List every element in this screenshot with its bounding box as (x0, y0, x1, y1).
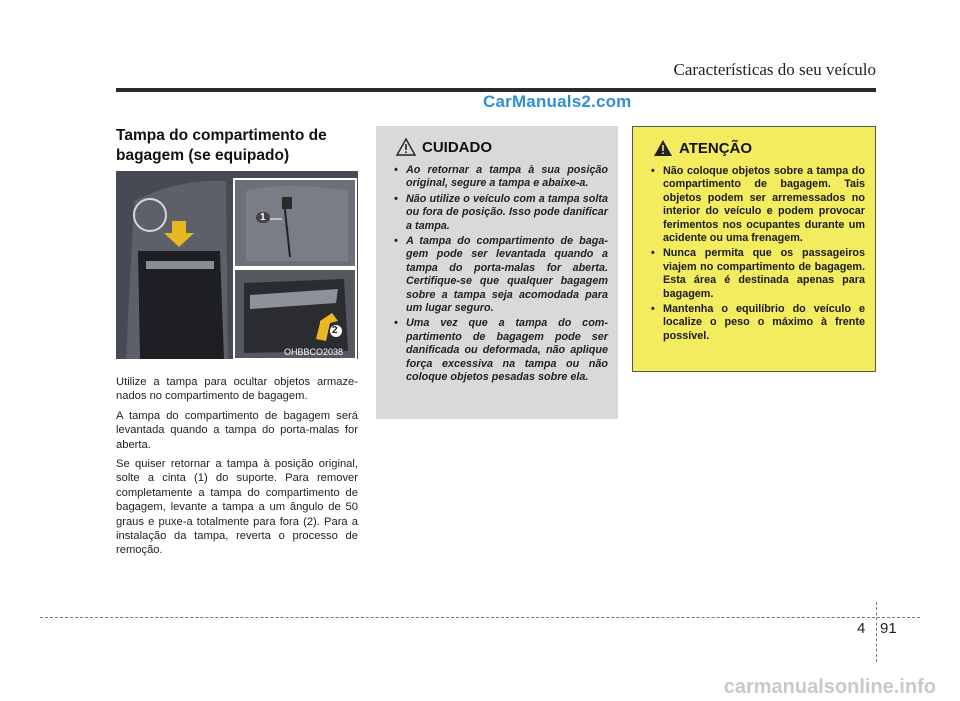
body-paragraph: Se quiser retornar a tampa à posição original, solte a cinta (1) do suporte. Para remover completamente a tampa do compartimento de bagagem, levante a tampa a um ângulo de 50 graus e puxe-a totalmente para fora (2). Para a instalação da tampa, reverta o processo de remoção. (116, 458, 358, 557)
figure-luggage-cover (116, 171, 358, 359)
page-number: 91 (880, 620, 897, 637)
page-number-divider (876, 602, 877, 662)
body-paragraph: Utilize a tampa para ocultar objetos armazenados no compartimento de bagagem. (116, 376, 358, 403)
warning-item: • Nunca permita que os passageiros viajem no compartimento de bagagem. Esta área é destinada apenas para bagagem. (651, 247, 865, 300)
caution-item: • A tampa do compartimento de bagagem pode ser levantada quando a tampa do porta-malas for aberta. Certifique-se que qualquer bagagem sobre a tampa seja acomodada para um lugar seguro. (394, 235, 608, 315)
warning-title: ATENÇÃO (679, 139, 753, 157)
warning-triangle-icon (653, 139, 673, 157)
warning-item: • Mantenha o equilíbrio do veículo e localize o peso o máximo à frente possível. (651, 303, 865, 342)
caution-item: • Não utilize o veículo com a tampa solta ou fora de posição. Isso pode danificar a tampa. (394, 192, 608, 232)
caution-header (396, 138, 608, 156)
caution-triangle-icon (396, 138, 416, 156)
warning-item: • Não coloque objetos sobre a tampa do compartimento de bagagem. Tais objetos podem ser arremessados no interior do veículo e podem provocar ferimentos nos ocupantes durante um acidente ou uma frenagem. (651, 165, 865, 245)
caution-item: • Ao retornar a tampa à sua posição original, segure a tampa e abaixe-a. (394, 164, 608, 190)
figure-callout-1: 1 (256, 212, 270, 223)
chapter-number: 4 (857, 620, 866, 637)
figure-illustration (116, 171, 358, 359)
running-header-title: Características do seu veículo (673, 60, 876, 79)
warning-header (653, 139, 865, 157)
warning-box (632, 126, 876, 372)
figure-code: OHBBCO2038 (284, 347, 344, 357)
body-text (116, 375, 358, 563)
watermark-bottom[interactable]: carmanualsonline.info (723, 676, 936, 698)
body-paragraph: A tampa do compartimento de bagagem será levantada quando a tampa do porta-malas for aberta. (116, 409, 358, 451)
figure-callout-2: 2 (332, 325, 338, 336)
caution-item: • Uma vez que a tampa do compartimento de bagagem pode ser danificada ou deformada, não aplique força excessiva na tampa ou não coloque objetos pesadas sobre ela. (394, 317, 608, 384)
watermark-top[interactable]: CarManuals2.com (483, 92, 632, 111)
section-title: Tampa do compartimento de bagagem (se equipado) (116, 127, 327, 164)
footer-rule (40, 617, 920, 618)
caution-box (376, 126, 618, 419)
warning-list (643, 165, 865, 343)
caution-title: CUIDADO (422, 138, 492, 156)
caution-list (386, 164, 608, 385)
